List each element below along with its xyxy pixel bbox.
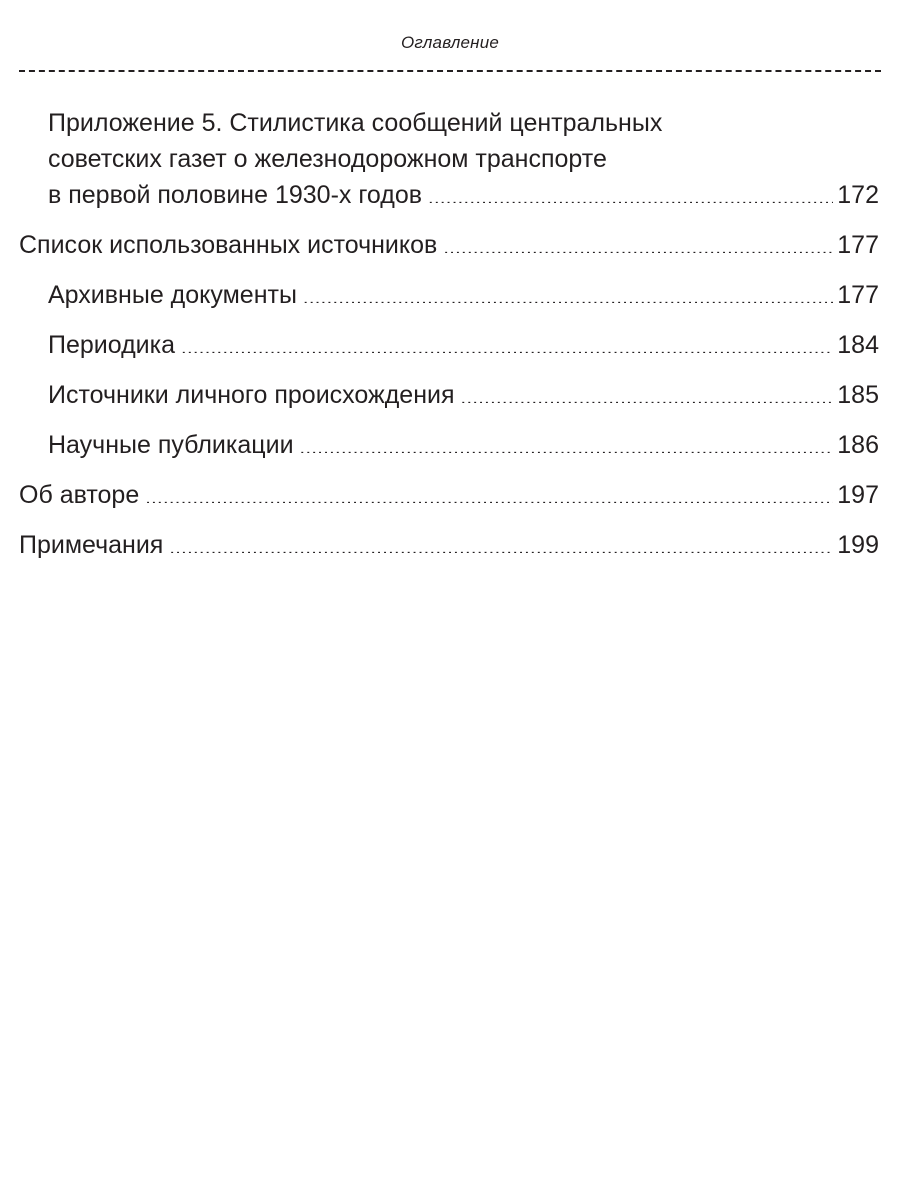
toc-entry-title: Об авторе [19,481,140,509]
toc-page-number: 199 [837,531,879,559]
dot-leader [300,428,834,453]
toc-entry-title-line: Приложение 5. Стилистика сообщений центральных [48,109,663,137]
dot-leader [145,478,833,503]
toc-entry-title: Список использованных источников [19,231,438,259]
dot-leader [461,378,834,403]
toc-entry-line [19,527,879,563]
dot-leader [303,278,833,303]
toc-page-number: 172 [837,181,879,209]
toc-entry-personal-sources[interactable] [19,377,879,413]
toc-page-number: 184 [837,331,879,359]
table-of-contents [19,105,879,577]
toc-entry-scientific-publications[interactable] [19,427,879,463]
toc-page-number: 177 [837,231,879,259]
toc-entry-about-author[interactable] [19,477,879,513]
toc-entry-archive-documents[interactable] [19,277,879,313]
dot-leader [443,228,833,253]
running-title: Оглавление [400,33,500,52]
header-dashed-rule [19,70,881,72]
toc-entry-title: Источники личного происхождения [48,381,455,409]
toc-page-number: 177 [837,281,879,309]
toc-entry-line [19,477,879,513]
toc-entry-periodicals[interactable] [19,327,879,363]
toc-entry-title: Архивные документы [48,281,297,309]
dot-leader [428,178,833,203]
toc-entry-appendix-5[interactable] [19,105,879,213]
toc-entry-title: Примечания [19,531,164,559]
toc-page-number: 186 [837,431,879,459]
toc-page-number: 185 [837,381,879,409]
toc-entry-sources[interactable] [19,227,879,263]
toc-entry-line [48,427,879,463]
toc-entry-line [48,277,879,313]
toc-entry-title: в первой половине 1930-х годов [48,181,423,209]
toc-entry-line [19,227,879,263]
toc-page-number: 197 [837,481,879,509]
toc-entry-title: Периодика [48,331,176,359]
toc-entry-title: Научные публикации [48,431,294,459]
toc-entry-notes[interactable] [19,527,879,563]
toc-entry-line [48,327,879,363]
dot-leader [169,528,833,553]
toc-entry-line [48,377,879,413]
toc-entry-last-line [48,177,879,213]
dot-leader [181,328,833,353]
toc-entry-title-line: советских газет о железнодорожном транспорте [48,145,607,173]
